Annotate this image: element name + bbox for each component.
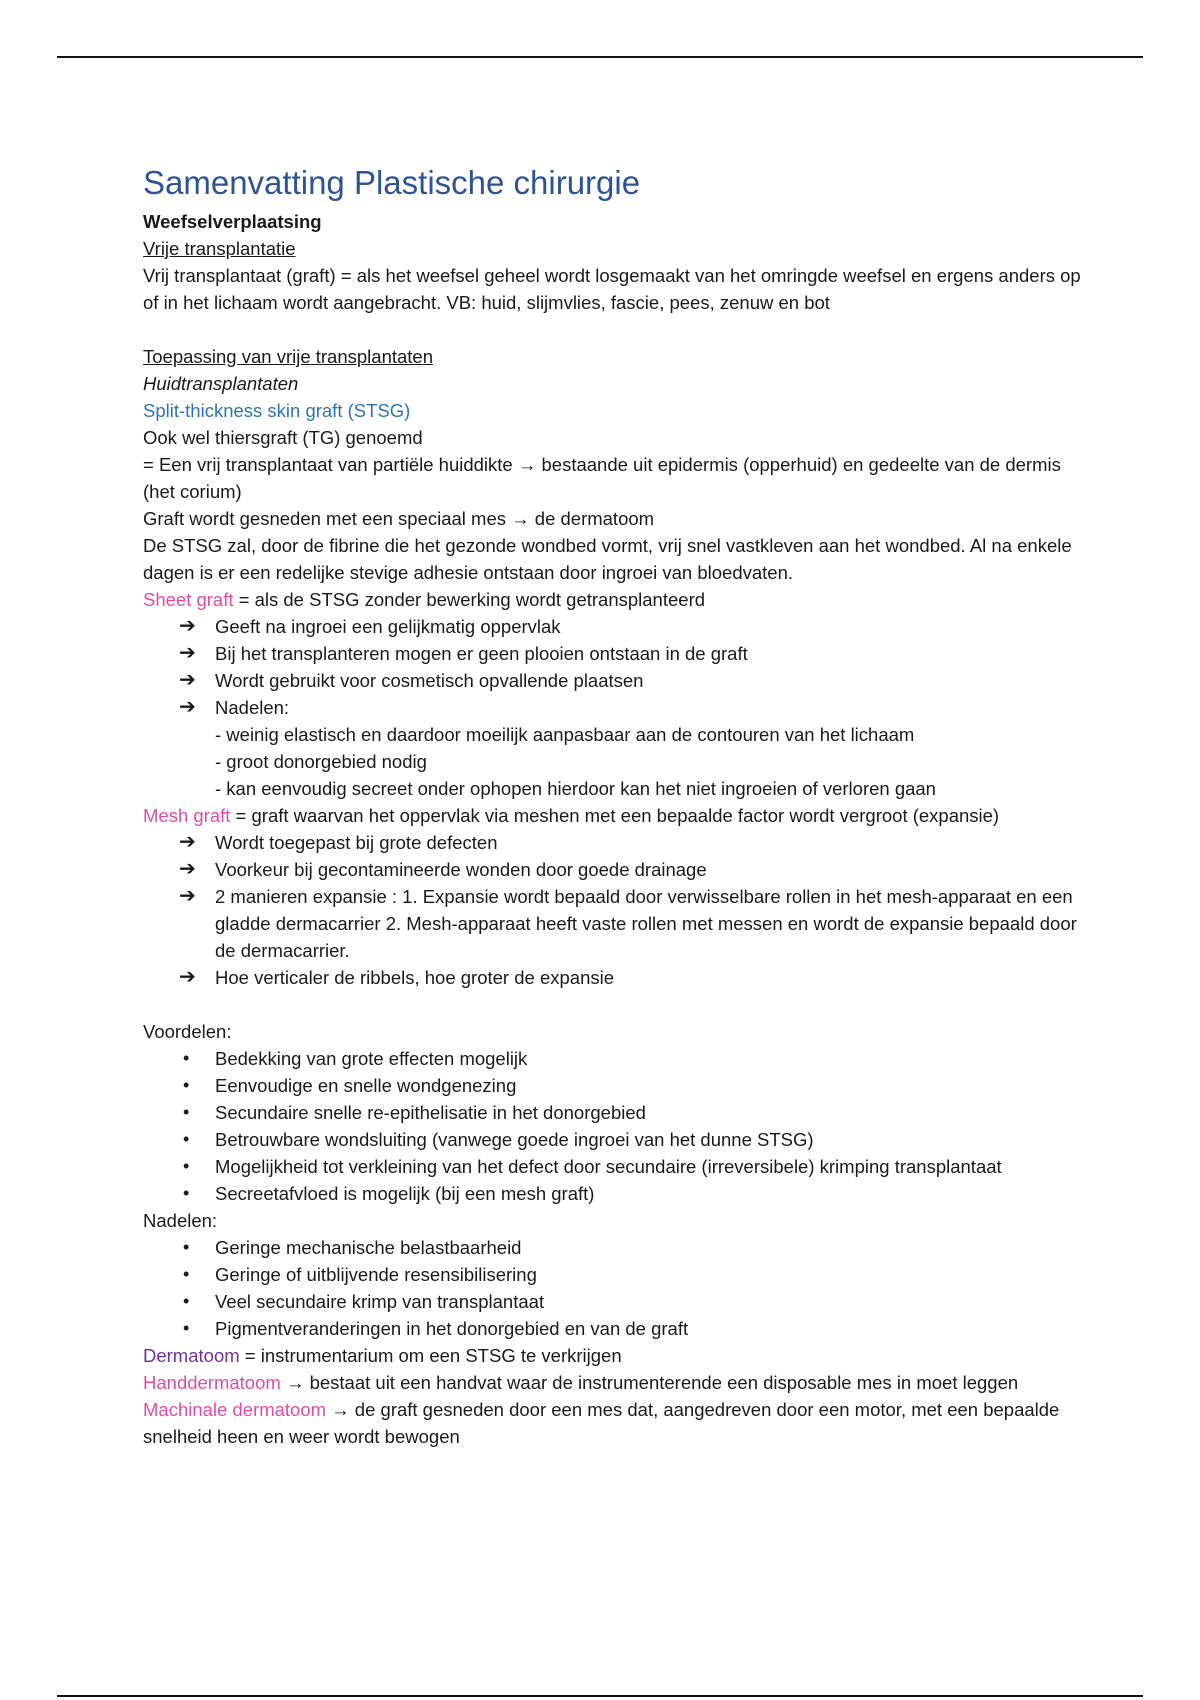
dermatoom-text: = instrumentarium om een STSG te verkrijgen xyxy=(239,1345,622,1366)
list-item-text: Mogelijkheid tot verkleining van het defect door secundaire (irreversibele) krimping transplantaat xyxy=(215,1156,1002,1177)
list-item-text: Geeft na ingroei een gelijkmatig oppervlak xyxy=(215,616,561,637)
footer-rule xyxy=(57,1695,1143,1697)
arrow-bullet-icon: ➔ xyxy=(179,642,196,664)
list-item-text: Bij het transplanteren mogen er geen plooien ontstaan in de graft xyxy=(215,643,748,664)
sheet-nadeel-1: - weinig elastisch en daardoor moeilijk aanpasbaar aan de contouren van het lichaam xyxy=(215,724,915,745)
arrow-bullet-icon: ➔ xyxy=(179,966,196,988)
arrow-bullet-icon: ➔ xyxy=(179,831,196,853)
list-item xyxy=(143,1315,1083,1342)
sheet-nadeel-2: - groot donorgebied nodig xyxy=(215,751,427,772)
bullet-icon: • xyxy=(183,1129,190,1149)
bullet-icon: • xyxy=(183,1048,190,1068)
arrow-bullet-icon: ➔ xyxy=(179,615,196,637)
subheading-vrije-transplantatie: Vrije transplantatie xyxy=(143,238,296,259)
list-item xyxy=(143,1234,1083,1261)
sheet-graft-text: = als de STSG zonder bewerking wordt getransplanteerd xyxy=(233,589,706,610)
mesh-graft-points xyxy=(143,829,1083,991)
bullet-icon: • xyxy=(183,1156,190,1176)
stsg-mes-line xyxy=(143,505,1083,532)
dermatoom-definition xyxy=(143,1342,1083,1369)
voordelen-label: Voordelen: xyxy=(143,1021,232,1042)
list-item-text: Betrouwbare wondsluiting (vanwege goede ingroei van het dunne STSG) xyxy=(215,1129,814,1150)
nadelen-list xyxy=(143,1234,1083,1342)
mesh-graft-term: Mesh graft xyxy=(143,805,231,826)
arrow-icon: → xyxy=(285,1372,305,1393)
list-item xyxy=(143,1045,1083,1072)
handdermatoom-term: Handdermatoom xyxy=(143,1372,281,1393)
list-item xyxy=(143,964,1083,991)
mesh-graft-definition xyxy=(143,802,1083,829)
list-item-text: Hoe verticaler de ribbels, hoe groter de expansie xyxy=(215,967,615,988)
list-item xyxy=(143,1288,1083,1315)
intro-paragraph: Vrij transplantaat (graft) = als het weefsel geheel wordt losgemaakt van het omringde weefsel en ergens anders op of in het lichaam wordt aangebracht. VB: huid, slijmvlies, fascie, pees, zenuw en bot xyxy=(143,265,1081,313)
list-item-text: Pigmentveranderingen in het donorgebied en van de graft xyxy=(215,1318,689,1339)
sheet-graft-term: Sheet graft xyxy=(143,589,234,610)
list-item-text: Wordt gebruikt voor cosmetisch opvallende plaatsen xyxy=(215,670,644,691)
stsg-mes-cont: de dermatoom xyxy=(534,508,655,529)
bullet-icon: • xyxy=(183,1291,190,1311)
heading-weefselverplaatsing: Weefselverplaatsing xyxy=(143,211,322,232)
arrow-bullet-icon: ➔ xyxy=(179,858,196,880)
arrow-bullet-icon: ➔ xyxy=(179,885,196,907)
list-item-text: Bedekking van grote effecten mogelijk xyxy=(215,1048,528,1069)
sheet-nadeel-3: - kan eenvoudig secreet onder ophopen hierdoor kan het niet ingroeien of verloren gaan xyxy=(215,778,936,799)
list-item-text: Secreetafvloed is mogelijk (bij een mesh graft) xyxy=(215,1183,595,1204)
bullet-icon: • xyxy=(183,1102,190,1122)
list-item-text: 2 manieren expansie : 1. Expansie wordt bepaald door verwisselbare rollen in het mesh-apparaat en een gladde dermacarrier 2. Mesh-apparaat heeft vaste rollen met messen en wordt de expansie bepaald door de dermacarrier. xyxy=(215,886,1077,961)
header-rule xyxy=(57,56,1143,58)
spacer xyxy=(143,991,1083,1018)
list-item-text: Geringe of uitblijvende resensibilisering xyxy=(215,1264,537,1285)
arrow-icon: → xyxy=(511,508,530,529)
stsg-adhesie-paragraph: De STSG zal, door de fibrine die het gezonde wondbed vormt, vrij snel vastkleven aan het wondbed. Al na enkele dagen is er een redelijke stevige adhesie ontstaan door ingroei van bloedvaten. xyxy=(143,535,1072,583)
document-page xyxy=(143,160,1083,1450)
spacer xyxy=(143,316,1083,343)
sheet-graft-definition xyxy=(143,586,1083,613)
list-item-text: Eenvoudige en snelle wondgenezing xyxy=(215,1075,517,1096)
machinale-text: de graft gesneden door een mes dat, aangedreven door een motor, met een bepaalde snelheid heen en weer wordt bewogen xyxy=(143,1399,1060,1447)
sheet-graft-points xyxy=(143,613,1083,721)
handdermatoom-text: bestaat uit een handvat waar de instrumenterende een disposable mes in moet leggen xyxy=(304,1372,1019,1393)
bullet-icon: • xyxy=(183,1264,190,1284)
list-item xyxy=(143,1180,1083,1207)
list-item xyxy=(143,1072,1083,1099)
bullet-icon: • xyxy=(183,1318,190,1338)
stsg-definition xyxy=(143,451,1083,505)
list-item xyxy=(143,667,1083,694)
arrow-icon: → xyxy=(517,454,537,475)
stsg-mes-text: Graft wordt gesneden met een speciaal mes xyxy=(143,508,512,529)
bullet-icon: • xyxy=(183,1075,190,1095)
list-item-text: Voorkeur bij gecontamineerde wonden door goede drainage xyxy=(215,859,707,880)
arrow-bullet-icon: ➔ xyxy=(179,669,196,691)
stsg-heading: Split-thickness skin graft (STSG) xyxy=(143,400,411,421)
list-item xyxy=(143,1126,1083,1153)
handdermatoom-definition xyxy=(143,1369,1083,1396)
list-item xyxy=(143,1099,1083,1126)
italic-heading-huidtransplantaten: Huidtransplantaten xyxy=(143,373,299,394)
document-title: Samenvatting Plastische chirurgie xyxy=(143,164,641,201)
subheading-toepassing: Toepassing van vrije transplantaten xyxy=(143,346,434,367)
list-item xyxy=(143,640,1083,667)
stsg-definition-cont: bestaande uit epidermis (opperhuid) en gedeelte van de dermis (het corium) xyxy=(143,454,1061,502)
list-item-text: Geringe mechanische belastbaarheid xyxy=(215,1237,522,1258)
list-item xyxy=(143,694,1083,721)
voordelen-list xyxy=(143,1045,1083,1207)
list-item-text: Wordt toegepast bij grote defecten xyxy=(215,832,498,853)
bullet-icon: • xyxy=(183,1183,190,1203)
list-item xyxy=(143,613,1083,640)
list-item xyxy=(143,856,1083,883)
machinale-term: Machinale dermatoom xyxy=(143,1399,327,1420)
arrow-icon: → xyxy=(331,1399,350,1420)
stsg-line-thiersgraft: Ook wel thiersgraft (TG) genoemd xyxy=(143,427,423,448)
list-item-text: Secundaire snelle re-epithelisatie in het donorgebied xyxy=(215,1102,646,1123)
bullet-icon: • xyxy=(183,1237,190,1257)
mesh-graft-text: = graft waarvan het oppervlak via meshen met een bepaalde factor wordt vergroot (expansie) xyxy=(230,805,1000,826)
nadelen-label: Nadelen: xyxy=(143,1210,218,1231)
stsg-definition-text: = Een vrij transplantaat van partiële huiddikte xyxy=(143,454,518,475)
list-item xyxy=(143,829,1083,856)
list-item xyxy=(143,1153,1083,1180)
list-item xyxy=(143,1261,1083,1288)
list-item-text: Nadelen: xyxy=(215,697,290,718)
machinale-definition xyxy=(143,1396,1083,1450)
dermatoom-term: Dermatoom xyxy=(143,1345,240,1366)
list-item-text: Veel secundaire krimp van transplantaat xyxy=(215,1291,545,1312)
list-item xyxy=(143,883,1083,964)
arrow-bullet-icon: ➔ xyxy=(179,696,196,718)
